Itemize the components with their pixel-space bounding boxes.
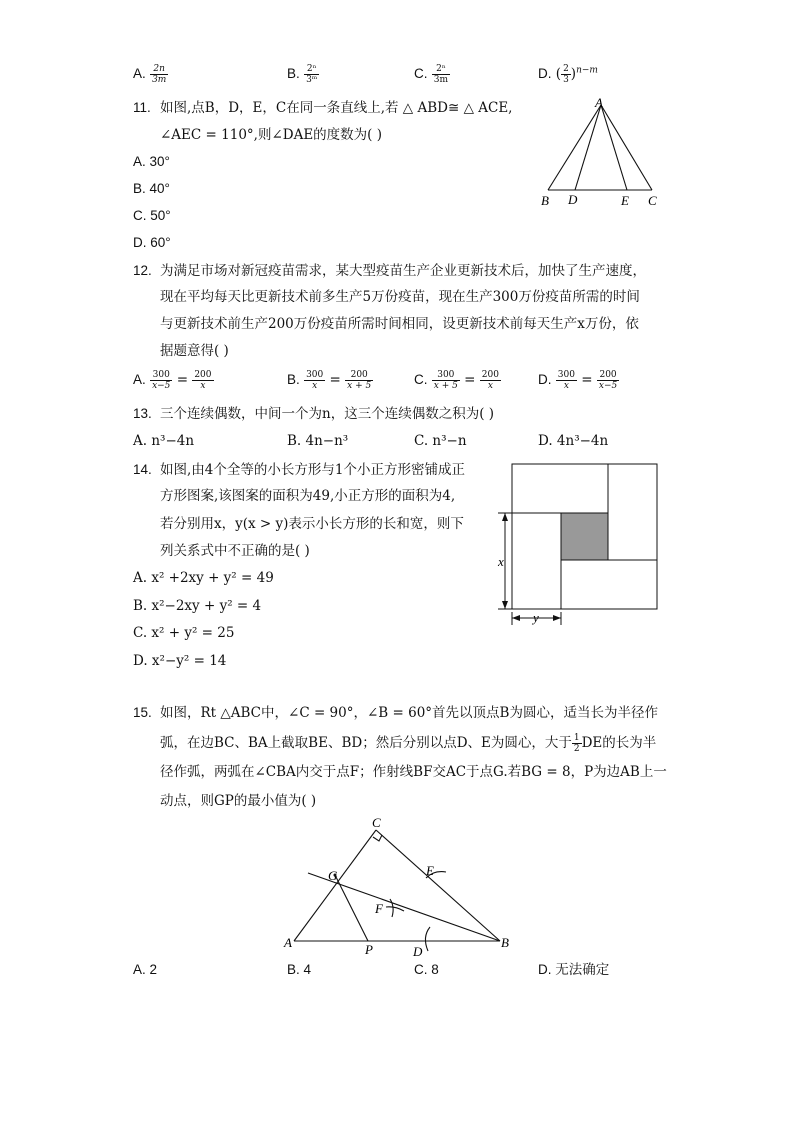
q14-option-b[interactable]: B. x²−2xy + y² = 4	[133, 598, 262, 614]
question-number: 12.	[133, 263, 152, 278]
question-text: 径作弧，两弧在∠CBA内交于点F；作射线BF交AC于点G.若BG = 8，P为边AB上一	[160, 764, 667, 780]
question-text: 据题意得( )	[160, 343, 229, 359]
q10-option-b[interactable]: B. $\frac{\text{2ⁿ}}{\text{3ᵐ}}$	[287, 64, 318, 85]
square-tiling-figure	[495, 460, 665, 630]
label-b: B	[541, 193, 549, 208]
fraction: $\frac{\text{2ⁿ}}{\text{3ᵐ}}$	[306, 64, 318, 85]
label-c: C	[648, 193, 657, 208]
question-text: ∠AEC = 110°,则∠DAE的度数为( )	[160, 127, 383, 143]
q11-option-a[interactable]: A. 30°	[133, 154, 170, 169]
label-y: y	[533, 610, 539, 625]
fraction: $\frac{2}{3}$	[563, 64, 569, 85]
question-text: 如图，Rt △ABC中，∠C = 90°，∠B = 60°首先以顶点B为圆心，适当长为半径作	[160, 705, 658, 721]
question-text: 若分别用x，y(x > y)表示小长方形的长和宽，则下	[160, 516, 464, 532]
question-number: 14.	[133, 462, 152, 477]
label-e: E	[621, 193, 629, 208]
q10-option-c[interactable]: C. $\frac{\text{2ⁿ}}{3m}$	[414, 64, 449, 85]
q14-option-c[interactable]: C. x² + y² = 25	[133, 625, 235, 641]
q10-option-a[interactable]: A. $\frac{2n}{3m}$	[133, 64, 167, 85]
q11-option-d[interactable]: D. 60°	[133, 235, 171, 250]
label-p: P	[365, 942, 373, 957]
q15-option-a[interactable]: A. 2	[133, 962, 158, 977]
q12-option-a[interactable]: A. $\frac{300}{x-5}$ = $\frac{200}{x}$	[133, 370, 212, 391]
right-triangle-figure	[280, 815, 520, 960]
question-text: 为满足市场对新冠疫苗需求，某大型疫苗生产企业更新技术后，加快了生产速度，	[160, 263, 646, 279]
q13-option-c[interactable]: C. n³−n	[414, 433, 467, 449]
question-text: 现在平均每天比更新技术前多生产5万份疫苗，现在生产300万份疫苗所需的时间	[160, 289, 640, 305]
question-number: 13.	[133, 406, 152, 421]
q12-option-d[interactable]: D. $\frac{300}{x}$ = $\frac{200}{x-5}$	[538, 370, 618, 391]
question-text: 动点，则GP的最小值为( )	[160, 793, 317, 809]
q13-option-b[interactable]: B. 4n−n³	[287, 433, 349, 449]
label-c: C	[372, 815, 381, 830]
question-text: 方形图案,该图案的面积为49,小正方形的面积为4,	[160, 488, 456, 504]
label-b: B	[501, 935, 509, 950]
question-text: 弧，在边BC、BA上截取BE、BD；然后分别以点D、E为圆心，大于 $\frac{1}{2}$ DE的长为半	[160, 733, 657, 754]
q13-option-a[interactable]: A. n³−4n	[133, 433, 195, 449]
label-x: x	[498, 554, 504, 569]
fraction: $\frac{2n}{3m}$	[152, 64, 167, 85]
q13-option-d[interactable]: D. 4n³−4n	[538, 433, 609, 449]
label-g: G	[328, 868, 338, 883]
question-text: 如图,点B，D，E，C在同一条直线上,若 △ ABD≅ △ ACE,	[160, 100, 513, 116]
question-text: 三个连续偶数，中间一个为n，这三个连续偶数之积为( )	[160, 406, 495, 422]
label-a: A	[595, 95, 603, 110]
q15-option-c[interactable]: C. 8	[414, 962, 439, 977]
question-text: 列关系式中不正确的是( )	[160, 543, 310, 559]
q12-option-c[interactable]: C. $\frac{300}{x + 5}$ = $\frac{200}{x}$	[414, 370, 499, 391]
question-text: 如图,由4个全等的小长方形与1个小正方形密铺成正	[160, 462, 465, 478]
q15-option-b[interactable]: B. 4	[287, 962, 312, 977]
question-number: 15.	[133, 705, 152, 720]
label-f: F	[375, 901, 383, 916]
label-e: E	[426, 863, 434, 878]
question-text: 与更新技术前生产200万份疫苗所需时间相同，设更新技术前每天生产x万份，依	[160, 316, 639, 332]
q11-option-b[interactable]: B. 40°	[133, 181, 170, 196]
q15-option-d[interactable]: D. 无法确定	[538, 962, 610, 977]
triangle-figure	[535, 95, 665, 210]
label-d: D	[568, 192, 578, 207]
fraction: $\frac{\text{2ⁿ}}{3m}$	[433, 64, 449, 85]
q14-option-d[interactable]: D. x²−y² = 14	[133, 653, 227, 669]
label-d: D	[413, 944, 423, 959]
question-number: 11.	[133, 100, 151, 115]
q12-option-b[interactable]: B. $\frac{300}{x}$ = $\frac{200}{x + 5}$	[287, 370, 372, 391]
label-a: A	[284, 935, 292, 950]
q10-option-d[interactable]: D. ( $\frac{2}{3}$ )$^{n-m}$	[538, 64, 598, 85]
q14-option-a[interactable]: A. x² +2xy + y² = 49	[133, 570, 274, 586]
q11-option-c[interactable]: C. 50°	[133, 208, 171, 223]
